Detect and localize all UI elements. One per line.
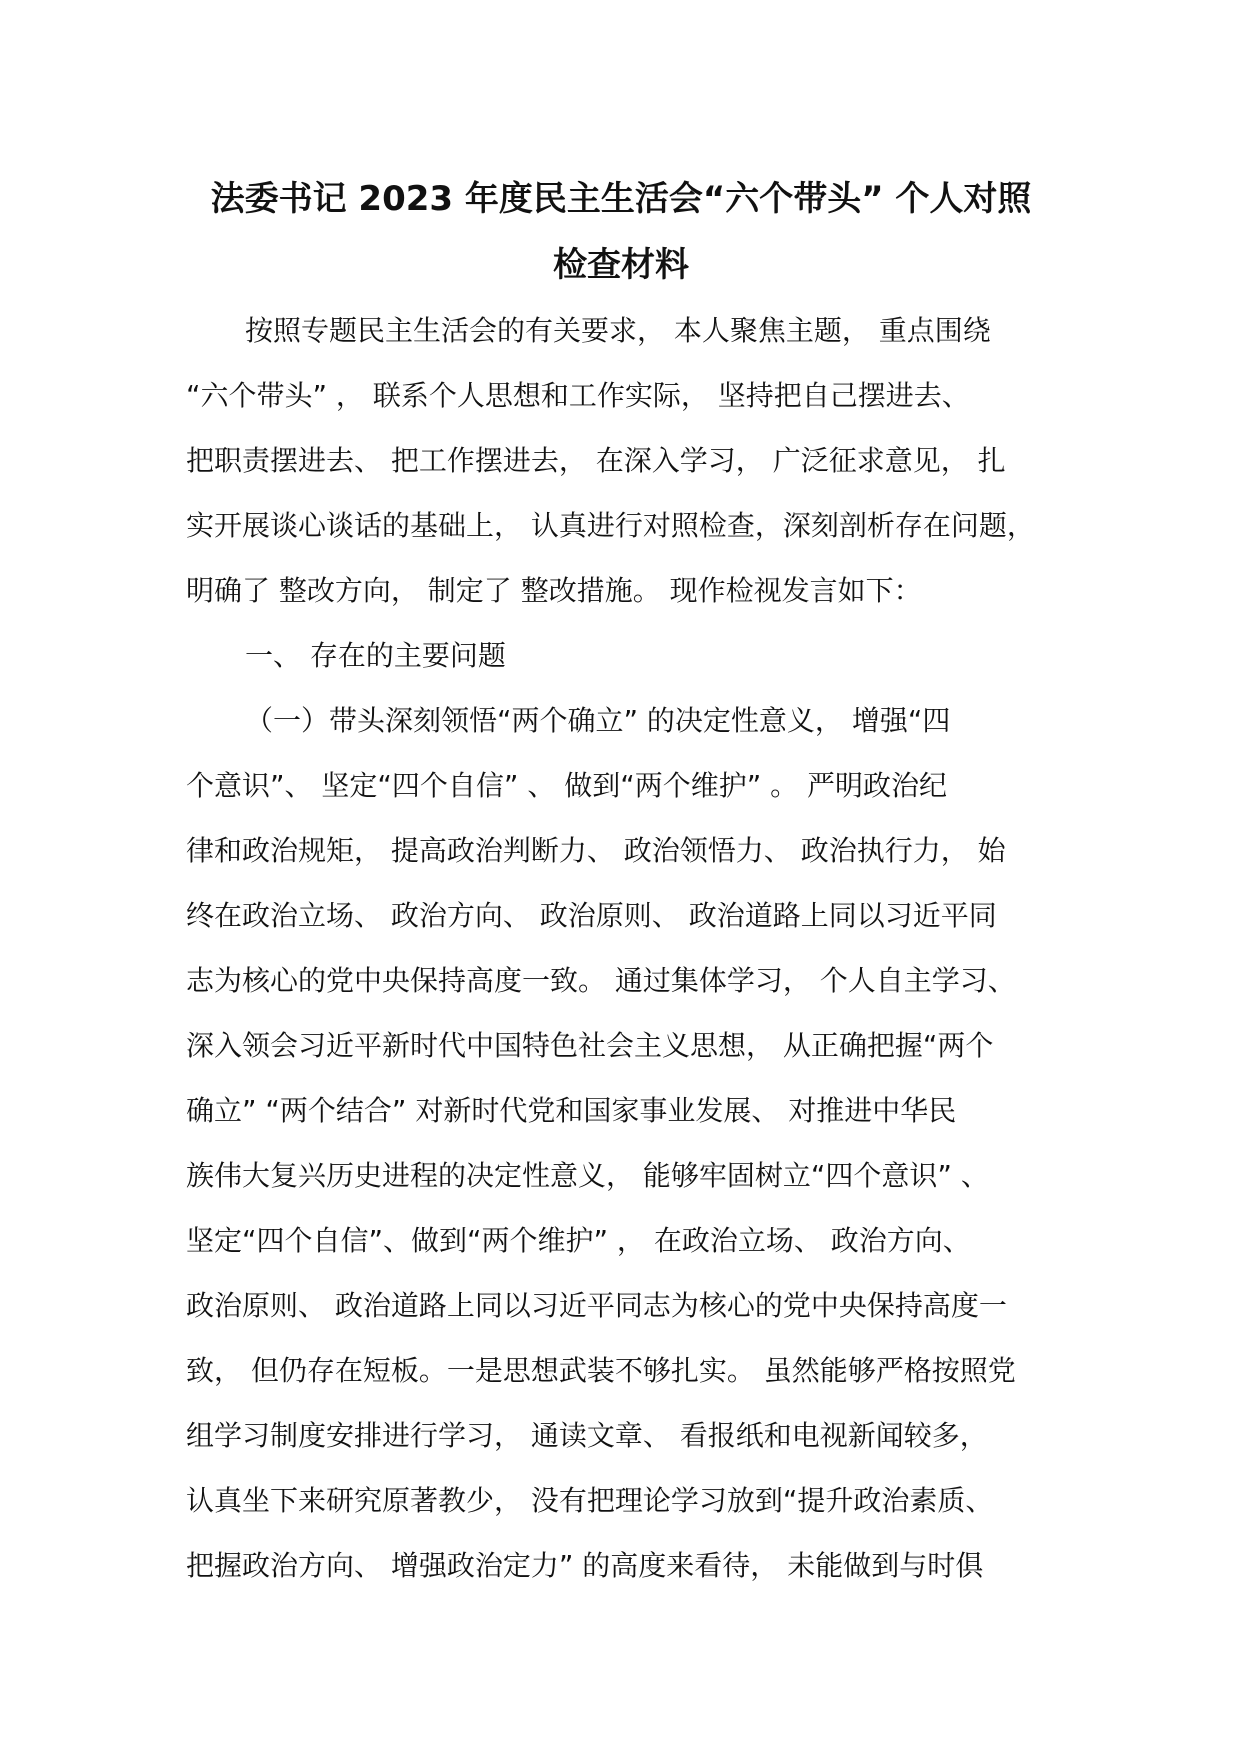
title-line-1: 法委书记 2023 年度民主生活会“六个带头” 个人对照 [210,179,1032,219]
paragraph-section-line: 深入领会习近平新时代中国特色社会主义思想， 从正确把握“两个 [186,1029,994,1062]
paragraph-section-line: 组学习制度安排进行学习， 通读文章、 看报纸和电视新闻较多， [186,1419,988,1452]
paragraph-intro-line: 实开展谈心谈话的基础上， 认真进行对照检查，深刻剖析存在问题， [186,509,1035,542]
section-heading: 一、 存在的主要问题 [245,639,506,672]
paragraph-section-line: 致， 但仍存在短板。一是思想武装不够扎实。 虽然能够严格按照党 [186,1354,1016,1387]
paragraph-section-line: 坚定“四个自信”、做到“两个维护” ， 在政治立场、 政治方向、 [186,1224,971,1257]
paragraph-section-line: 政治原则、 政治道路上同以习近平同志为核心的党中央保持高度一 [186,1289,1007,1322]
title-line-2: 检查材料 [553,245,689,285]
paragraph-section-line: 志为核心的党中央保持高度一致。 通过集体学习， 个人自主学习、 [186,964,1016,997]
document-title [186,166,1056,298]
paragraph-section-line: 确立” “两个结合” 对新时代党和国家事业发展、 对推进中华民 [186,1094,957,1127]
paragraph-section-line: 认真坐下来研究原著教少， 没有把理论学习放到“提升政治素质、 [186,1484,994,1517]
paragraph-intro-line: 按照专题民主生活会的有关要求， 本人聚焦主题， 重点围绕 [245,314,991,347]
paragraph-section-line: 把握政治方向、 增强政治定力” 的高度来看待， 未能做到与时俱 [186,1549,984,1582]
document-body [186,298,1086,1598]
paragraph-section-line: 终在政治立场、 政治方向、 政治原则、 政治道路上同以习近平同 [186,899,997,932]
paragraph-intro-line: “六个带头” ， 联系个人思想和工作实际， 坚持把自己摆进去、 [186,379,970,412]
paragraph-section-line: （一）带头深刻领悟“两个确立” 的决定性意义， 增强“四 [245,704,951,737]
paragraph-intro-line: 明确了 整改方向， 制定了 整改措施。 现作检视发言如下： [186,574,922,607]
paragraph-section-line: 律和政治规矩， 提高政治判断力、 政治领悟力、 政治执行力， 始 [186,834,1006,867]
paragraph-intro-line: 把职责摆进去、 把工作摆进去， 在深入学习， 广泛征求意见， 扎 [186,444,1006,477]
paragraph-section-line: 个意识”、 坚定“四个自信” 、 做到“两个维护” 。 严明政治纪 [186,769,948,802]
paragraph-section-line: 族伟大复兴历史进程的决定性意义， 能够牢固树立“四个意识” 、 [186,1159,989,1192]
